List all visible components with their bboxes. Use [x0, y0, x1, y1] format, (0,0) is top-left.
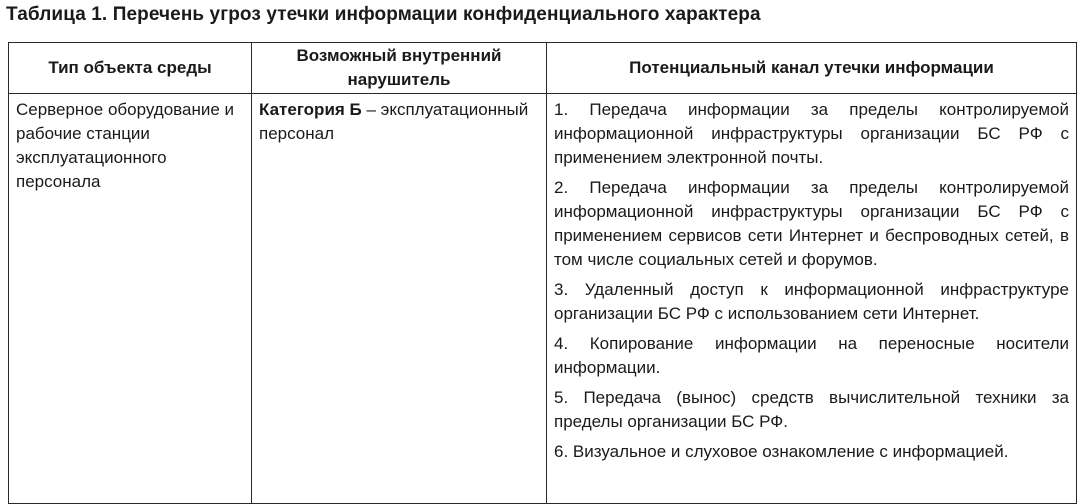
table-row [9, 94, 1077, 504]
intruder-category: Категория Б [259, 100, 362, 119]
channel-item: 2. Передача информации за пределы контролируемой информационной инфраструктуры организации БС РФ с применением сервисов сети Интернет и беспроводных сетей, в том числе социальных сетей и форумов. [554, 178, 1069, 269]
channel-item: 5. Передача (вынос) средств вычислительной техники за пределы организации БС РФ. [554, 388, 1069, 431]
channel-item: 3. Удаленный доступ к информационной инфраструктуре организации БС РФ с использованием сети Интернет. [554, 280, 1069, 323]
cell-channels [547, 94, 1077, 504]
cell-intruder [252, 94, 547, 504]
cell-object-type: Серверное оборудование и рабочие станции эксплуатационного персонала [9, 94, 252, 504]
intruder-description: – эксплуатационный персонал [259, 100, 529, 143]
header-intruder: Возможный внутренний нарушитель [252, 43, 547, 94]
table-caption: Таблица 1. Перечень угроз утечки информации конфиденциального характера [6, 4, 761, 25]
header-channel: Потенциальный канал утечки информации [547, 43, 1077, 94]
channel-item: 6. Визуальное и слуховое ознакомление с информацией. [554, 442, 1009, 461]
threats-table [8, 42, 1077, 504]
header-row [9, 43, 1077, 94]
header-object-type: Тип объекта среды [9, 43, 252, 94]
channel-item: 4. Копирование информации на переносные носители информации. [554, 334, 1069, 377]
channel-item: 1. Передача информации за пределы контролируемой информационной инфраструктуры организации БС РФ с применением электронной почты. [554, 100, 1069, 167]
